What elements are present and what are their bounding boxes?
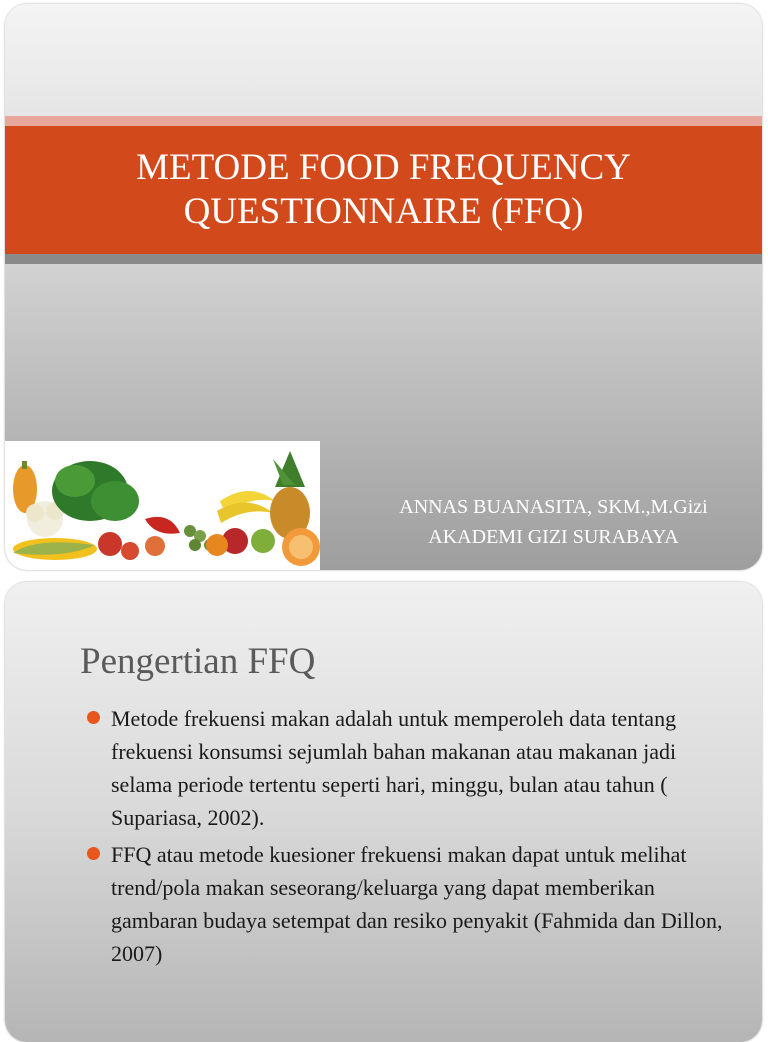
title-band-bottom-stripe [5,254,762,264]
bullet-text: FFQ atau metode kuesioner frekuensi makan dapat untuk melihat trend/pola makan seseorang/keluarga yang dapat memberikan gambaran budaya setempat dan resiko penyakit (Fahmida dan Dillon, 2007) [111,842,723,966]
bullet-list [85,702,725,974]
list-item [85,702,725,834]
list-item [85,838,725,970]
title-band [5,126,762,254]
subtitle [345,492,762,552]
fruits-and-vegetables-image [5,441,320,570]
slide-title-line-2: QUESTIONNAIRE (FFQ) [183,191,584,232]
slide-title-line-1: METODE FOOD FREQUENCY [136,147,631,188]
title-slide [5,4,762,570]
title-band-top-stripe [5,116,762,126]
bullet-dot-icon [87,711,100,724]
bullet-text: Metode frekuensi makan adalah untuk memperoleh data tentang frekuensi konsumsi sejumlah bahan makanan atau makanan jadi selama periode tertentu seperti hari, minggu, bulan atau tahun ( Supariasa, 2002). [111,706,677,830]
bullet-dot-icon [87,847,100,860]
institution-name: AKADEMI GIZI SURABAYA [428,526,679,548]
slide-heading: Pengertian FFQ [80,641,316,682]
author-name: ANNAS BUANASITA, SKM.,M.Gizi [399,496,708,518]
content-slide [5,582,762,1042]
